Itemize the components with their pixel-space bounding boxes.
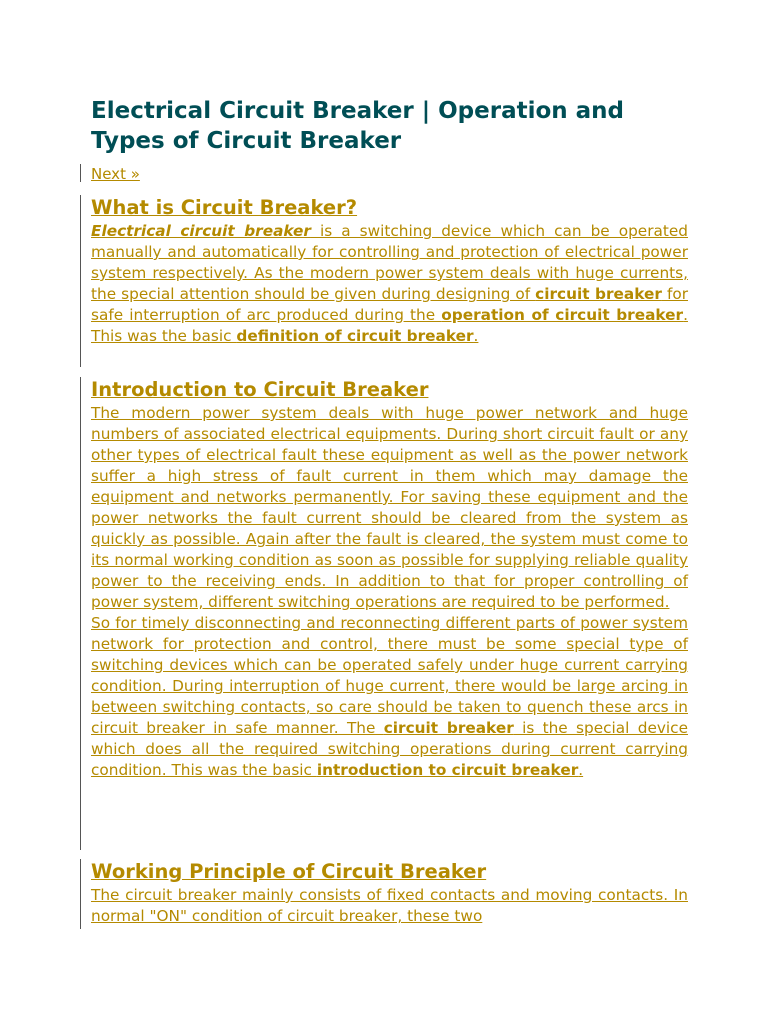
section-heading-introduction[interactable]: Introduction to Circuit Breaker [91, 378, 429, 401]
section-paragraph [91, 613, 688, 781]
text-span: . This was the basic [91, 306, 688, 345]
section-heading-what-is[interactable]: What is Circuit Breaker? [91, 196, 358, 219]
term-introduction-to-circuit-breaker[interactable]: introduction to circuit breaker [316, 761, 579, 779]
text-span: for safe interruption of arc produced during the [91, 285, 688, 324]
text-span: So for timely disconnecting and reconnecting different parts of power system network for protection and control, there must be some special type of switching devices which can be operated safely under huge current carrying condition. During interruption of huge current, there would be large arcing in between switching contacts, so care should be taken to quench these arcs in circuit breaker in safe manner. The [91, 614, 688, 737]
section-paragraph [91, 221, 688, 347]
section-paragraph: The circuit breaker mainly consists of fixed contacts and moving contacts. In normal "ON" condition of circuit breaker, these two [91, 886, 688, 925]
next-link[interactable]: Next » [91, 165, 140, 183]
term-circuit-breaker[interactable]: circuit breaker [535, 285, 662, 303]
text-span: . [473, 327, 479, 345]
text-span: is the special device which does all the required switching operations during current carrying condition. This was the basic [91, 719, 688, 779]
section-working-principle [80, 859, 688, 929]
page-title: Electrical Circuit Breaker | Operation and Types of Circuit Breaker [91, 98, 625, 154]
term-electrical-circuit-breaker[interactable]: Electrical circuit breaker [91, 222, 311, 240]
nav-block [80, 164, 688, 182]
text-span: . [578, 761, 584, 779]
term-circuit-breaker[interactable]: circuit breaker [383, 719, 514, 737]
section-introduction [80, 377, 688, 850]
term-operation-of-circuit-breaker[interactable]: operation of circuit breaker [441, 306, 684, 324]
section-heading-working-principle[interactable]: Working Principle of Circuit Breaker [91, 860, 487, 883]
section-what-is-circuit-breaker [80, 195, 688, 367]
text-span: is a switching device which can be operated manually and automatically for controlling and protection of electrical power system respectively. As the modern power system deals with huge currents, the special attention should be given during designing of [91, 222, 688, 303]
term-definition-of-circuit-breaker[interactable]: definition of circuit breaker [236, 327, 474, 345]
section-paragraph: The modern power system deals with huge power network and huge numbers of associated electrical equipments. During short circuit fault or any other types of electrical fault these equipment as well as the power network suffer a high stress of fault current in them which may damage the equipment and networks permanently. For saving these equipment and the power networks the fault current should be cleared from the system as quickly as possible. Again after the fault is cleared, the system must come to its normal working condition as soon as possible for supplying reliable quality power to the receiving ends. In addition to that for proper controlling of power system, different switching operations are required to be performed. [91, 404, 688, 611]
